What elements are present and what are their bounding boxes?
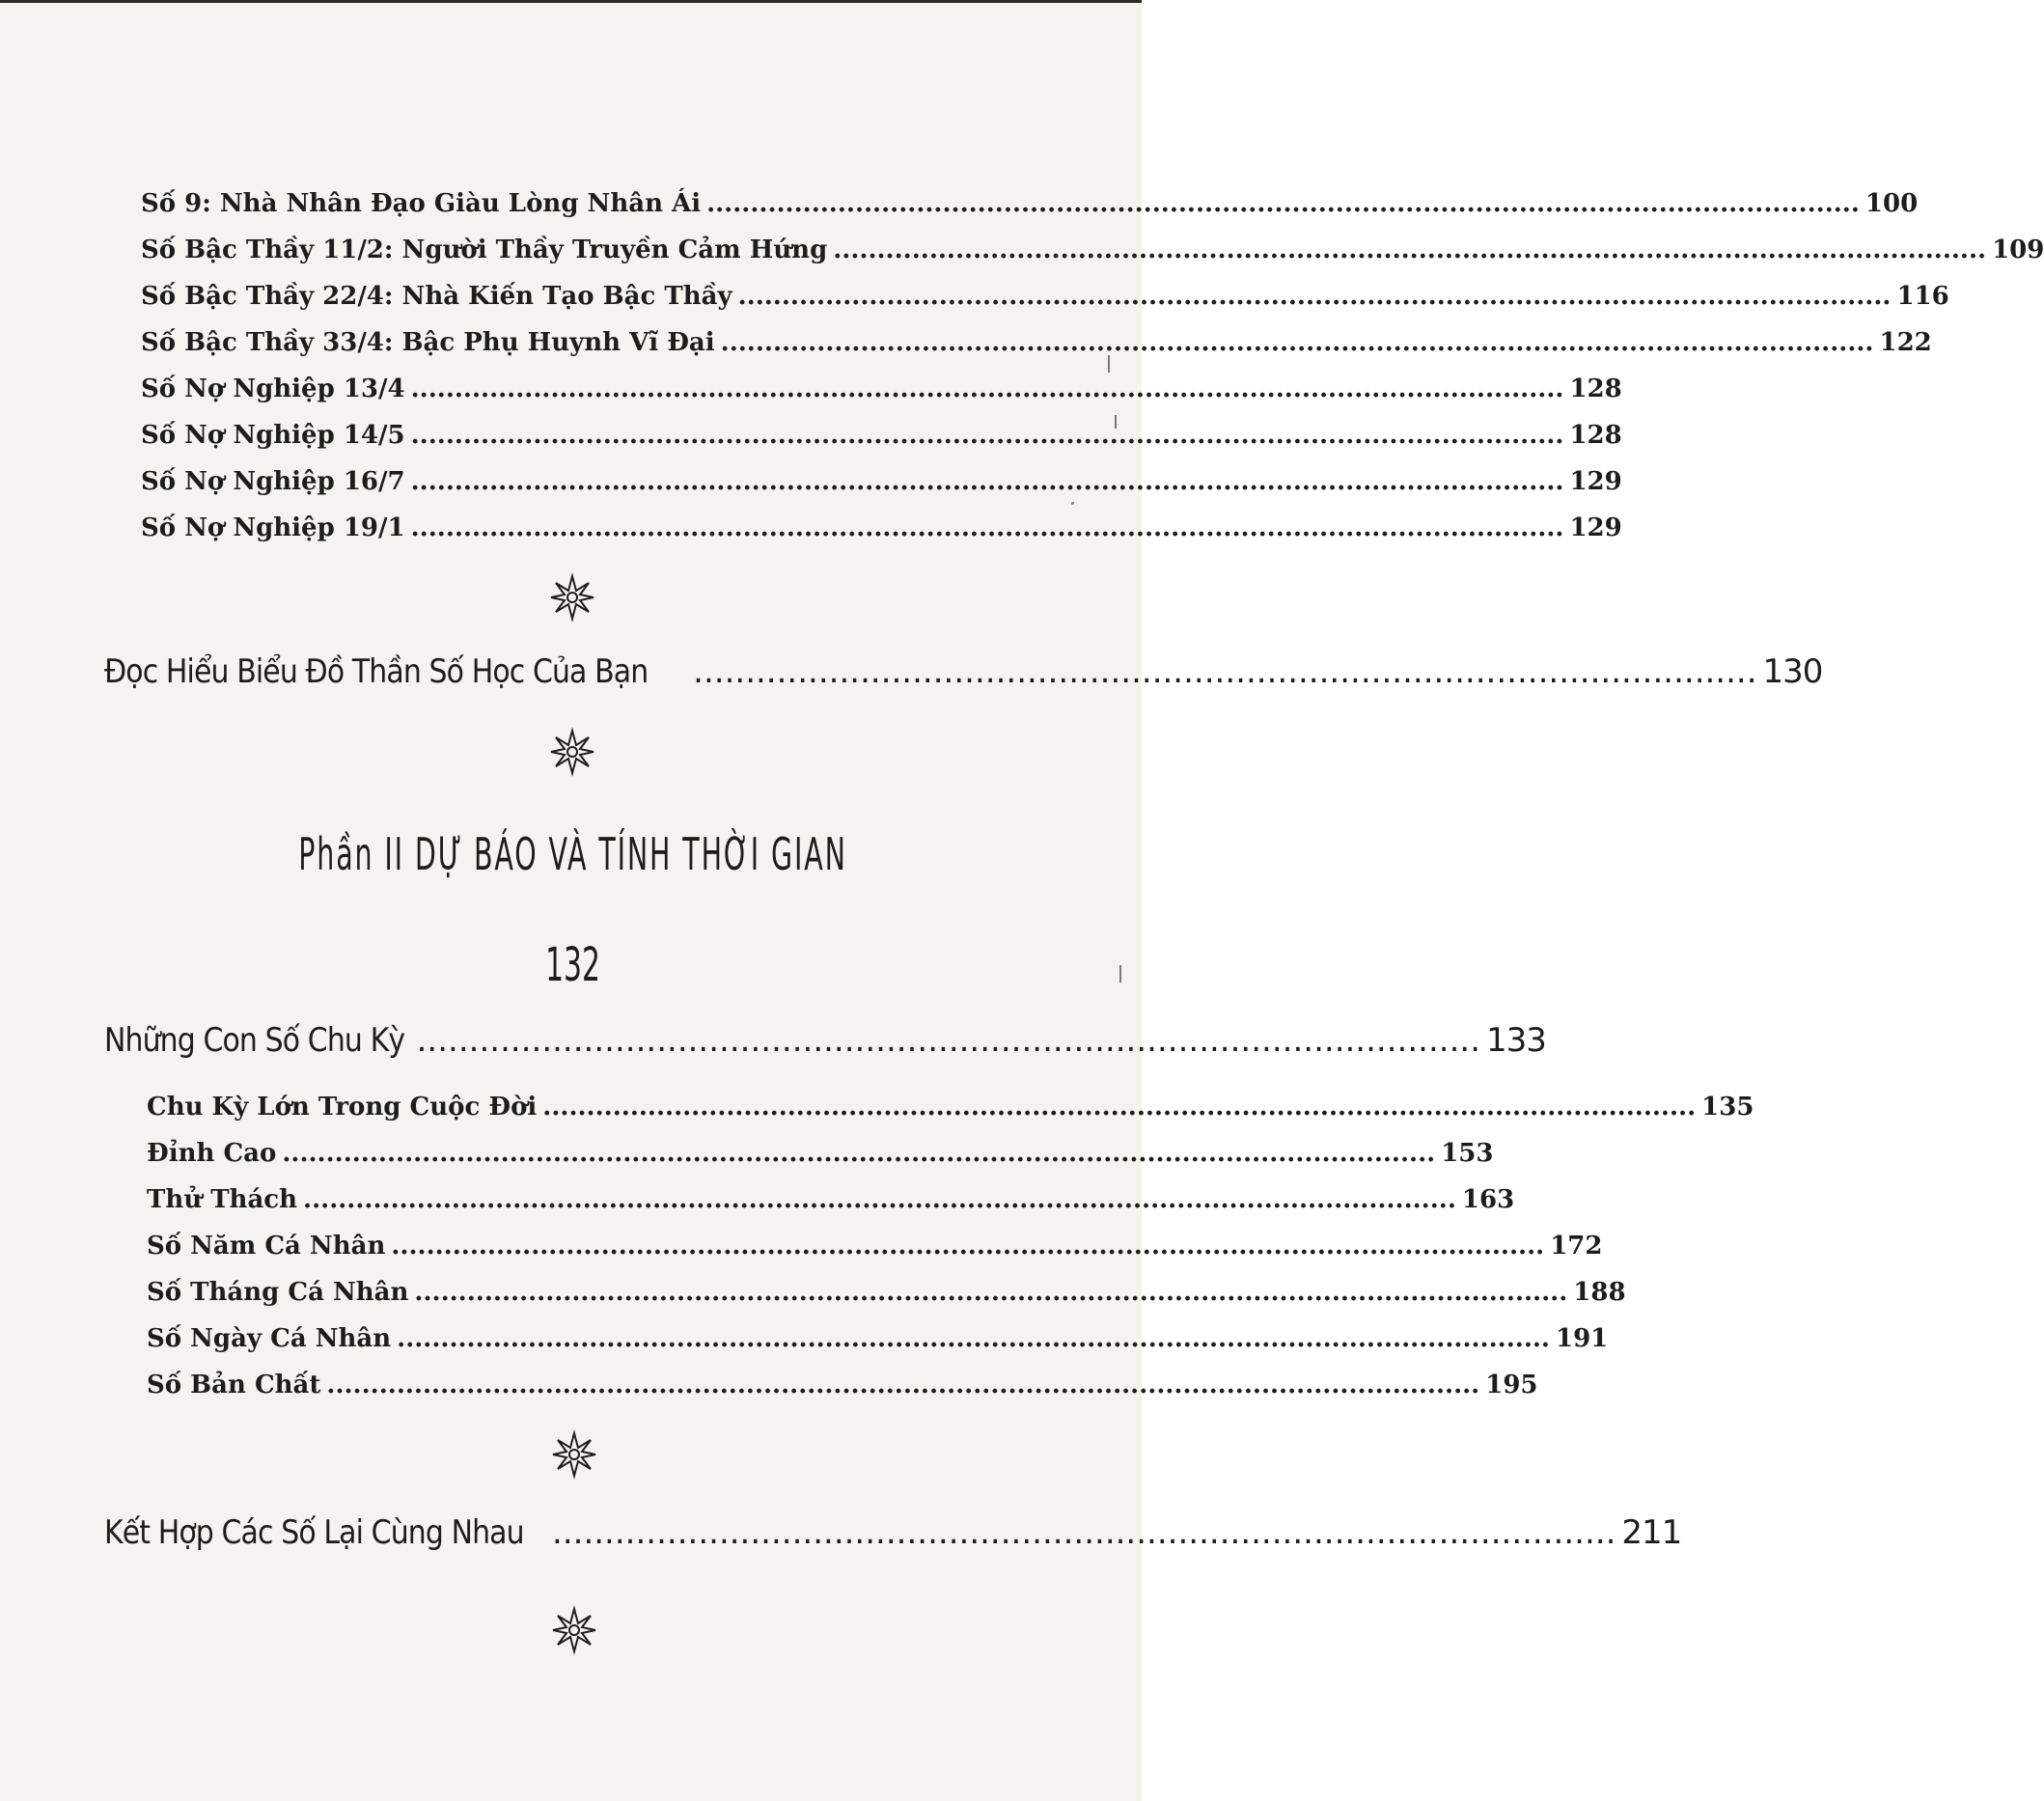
leader-dots: .................................................................................................................................... (737, 282, 1892, 311)
toc-chapter-page: 211 (1621, 1513, 1682, 1552)
toc-entry[interactable] (147, 1139, 1494, 1178)
toc-chapter-title: Kết Hợp Các Số Lại Cùng Nhau (104, 1513, 524, 1552)
leader-dots: ...................................................................................................... (416, 1021, 1481, 1060)
leader-dots: .................................................................................................................................... (397, 1324, 1550, 1353)
toc-entry[interactable] (147, 1278, 1626, 1316)
toc-entry[interactable] (147, 1093, 1754, 1131)
toc-entry-page: 128 (1569, 421, 1622, 450)
toc-entry-page: 109 (1992, 236, 2044, 264)
leader-dots: .................................................................................................................................... (282, 1139, 1436, 1168)
toc-entry[interactable] (141, 467, 1622, 506)
leader-dots: .................................................................................................................................... (326, 1371, 1480, 1399)
scan-speck (1071, 502, 1074, 505)
toc-entry-page: 122 (1879, 328, 1932, 357)
toc-chapter[interactable] (104, 652, 1823, 703)
toc-chapter-title: Những Con Số Chu Kỳ (104, 1021, 405, 1060)
toc-entry-page: 191 (1555, 1324, 1609, 1353)
toc-entry-page: 128 (1569, 374, 1622, 403)
toc-entry-title: Số 9: Nhà Nhân Đạo Giàu Lòng Nhân Ái (141, 189, 702, 218)
toc-entry[interactable] (141, 282, 1949, 320)
leader-dots: .................................................................................................................................... (410, 513, 1564, 542)
leader-dots: .................................................................................................................................... (303, 1185, 1456, 1214)
toc-entry-title: Số Nợ Nghiệp 16/7 (141, 467, 405, 496)
part-page: 132 (545, 938, 600, 992)
scan-speck (1108, 355, 1110, 373)
scan-speck (1119, 965, 1121, 983)
toc-entry-page: 163 (1461, 1185, 1515, 1214)
eight-point-star-icon (552, 1608, 596, 1652)
toc-chapter-title: Đọc Hiểu Biểu Đồ Thần Số Học Của Bạn (104, 652, 649, 691)
toc-entry-page: 195 (1485, 1371, 1538, 1399)
eight-point-star-icon (552, 1432, 596, 1477)
toc-entry-title: Số Bậc Thầy 22/4: Nhà Kiến Tạo Bậc Thầy (141, 282, 732, 311)
toc-entry-page: 135 (1701, 1093, 1754, 1122)
toc-entry-title: Số Tháng Cá Nhân (147, 1278, 409, 1307)
toc-entry-page: 100 (1864, 189, 1919, 218)
toc-entry[interactable] (141, 189, 1919, 228)
toc-entry-title: Số Bản Chất (147, 1371, 321, 1399)
leader-dots: .................................................................................................................................... (410, 467, 1564, 496)
part-title: Phần II DỰ BÁO VÀ TÍNH THỜI GIAN (298, 828, 847, 880)
toc-chapter[interactable] (104, 1513, 1682, 1564)
toc-entry[interactable] (141, 374, 1622, 413)
toc-entry[interactable] (141, 421, 1622, 459)
toc-chapter-page: 133 (1486, 1021, 1546, 1060)
leader-dots: .................................................................................................................................... (542, 1093, 1697, 1122)
leader-dots: .................................................................................................................................... (410, 421, 1564, 450)
toc-entry-title: Số Bậc Thầy 11/2: Người Thầy Truyền Cảm Hứng (141, 236, 828, 264)
toc-entry-page: 129 (1569, 467, 1622, 496)
toc-entry-title: Số Năm Cá Nhân (147, 1232, 386, 1261)
toc-entry-title: Số Bậc Thầy 33/4: Bậc Phụ Huynh Vĩ Đại (141, 328, 715, 357)
toc-entry[interactable] (147, 1232, 1603, 1270)
leader-dots: .................................................................................................................................... (706, 189, 1860, 218)
toc-entry-title: Số Nợ Nghiệp 19/1 (141, 513, 405, 542)
toc-entry-title: Số Nợ Nghiệp 14/5 (141, 421, 405, 450)
toc-entry-title: Số Nợ Nghiệp 13/4 (141, 374, 405, 403)
toc-entry-page: 153 (1441, 1139, 1494, 1168)
toc-entry[interactable] (141, 236, 2044, 274)
leader-dots: ...................................................................................................... (552, 1513, 1616, 1552)
toc-chapter[interactable] (104, 1021, 1546, 1071)
toc-entry[interactable] (147, 1371, 1538, 1409)
toc-entry[interactable] (141, 328, 1932, 367)
toc-entry-page: 188 (1573, 1278, 1626, 1307)
toc-entry-title: Chu Kỳ Lớn Trong Cuộc Đời (147, 1093, 538, 1122)
toc-chapter-page: 130 (1762, 652, 1823, 691)
leader-dots: .................................................................................................................................... (391, 1232, 1545, 1261)
toc-entry-page: 129 (1569, 513, 1622, 542)
toc-entry-page: 172 (1550, 1232, 1603, 1261)
leader-dots: .................................................................................................................................... (833, 236, 1987, 264)
eight-point-star-icon (550, 730, 594, 774)
scan-edge (0, 0, 1146, 3)
toc-entry[interactable] (147, 1324, 1609, 1363)
toc-entry-title: Đỉnh Cao (147, 1139, 277, 1168)
leader-dots: ...................................................................................................... (693, 652, 1757, 691)
leader-dots: .................................................................................................................................... (414, 1278, 1568, 1307)
toc-entry[interactable] (147, 1185, 1515, 1224)
leader-dots: .................................................................................................................................... (720, 328, 1874, 357)
eight-point-star-icon (550, 575, 594, 620)
toc-entry[interactable] (141, 513, 1622, 552)
toc-entry-title: Số Ngày Cá Nhân (147, 1324, 392, 1353)
leader-dots: .................................................................................................................................... (410, 374, 1564, 403)
toc-entry-title: Thử Thách (147, 1185, 298, 1214)
toc-entry-page: 116 (1896, 282, 1949, 311)
